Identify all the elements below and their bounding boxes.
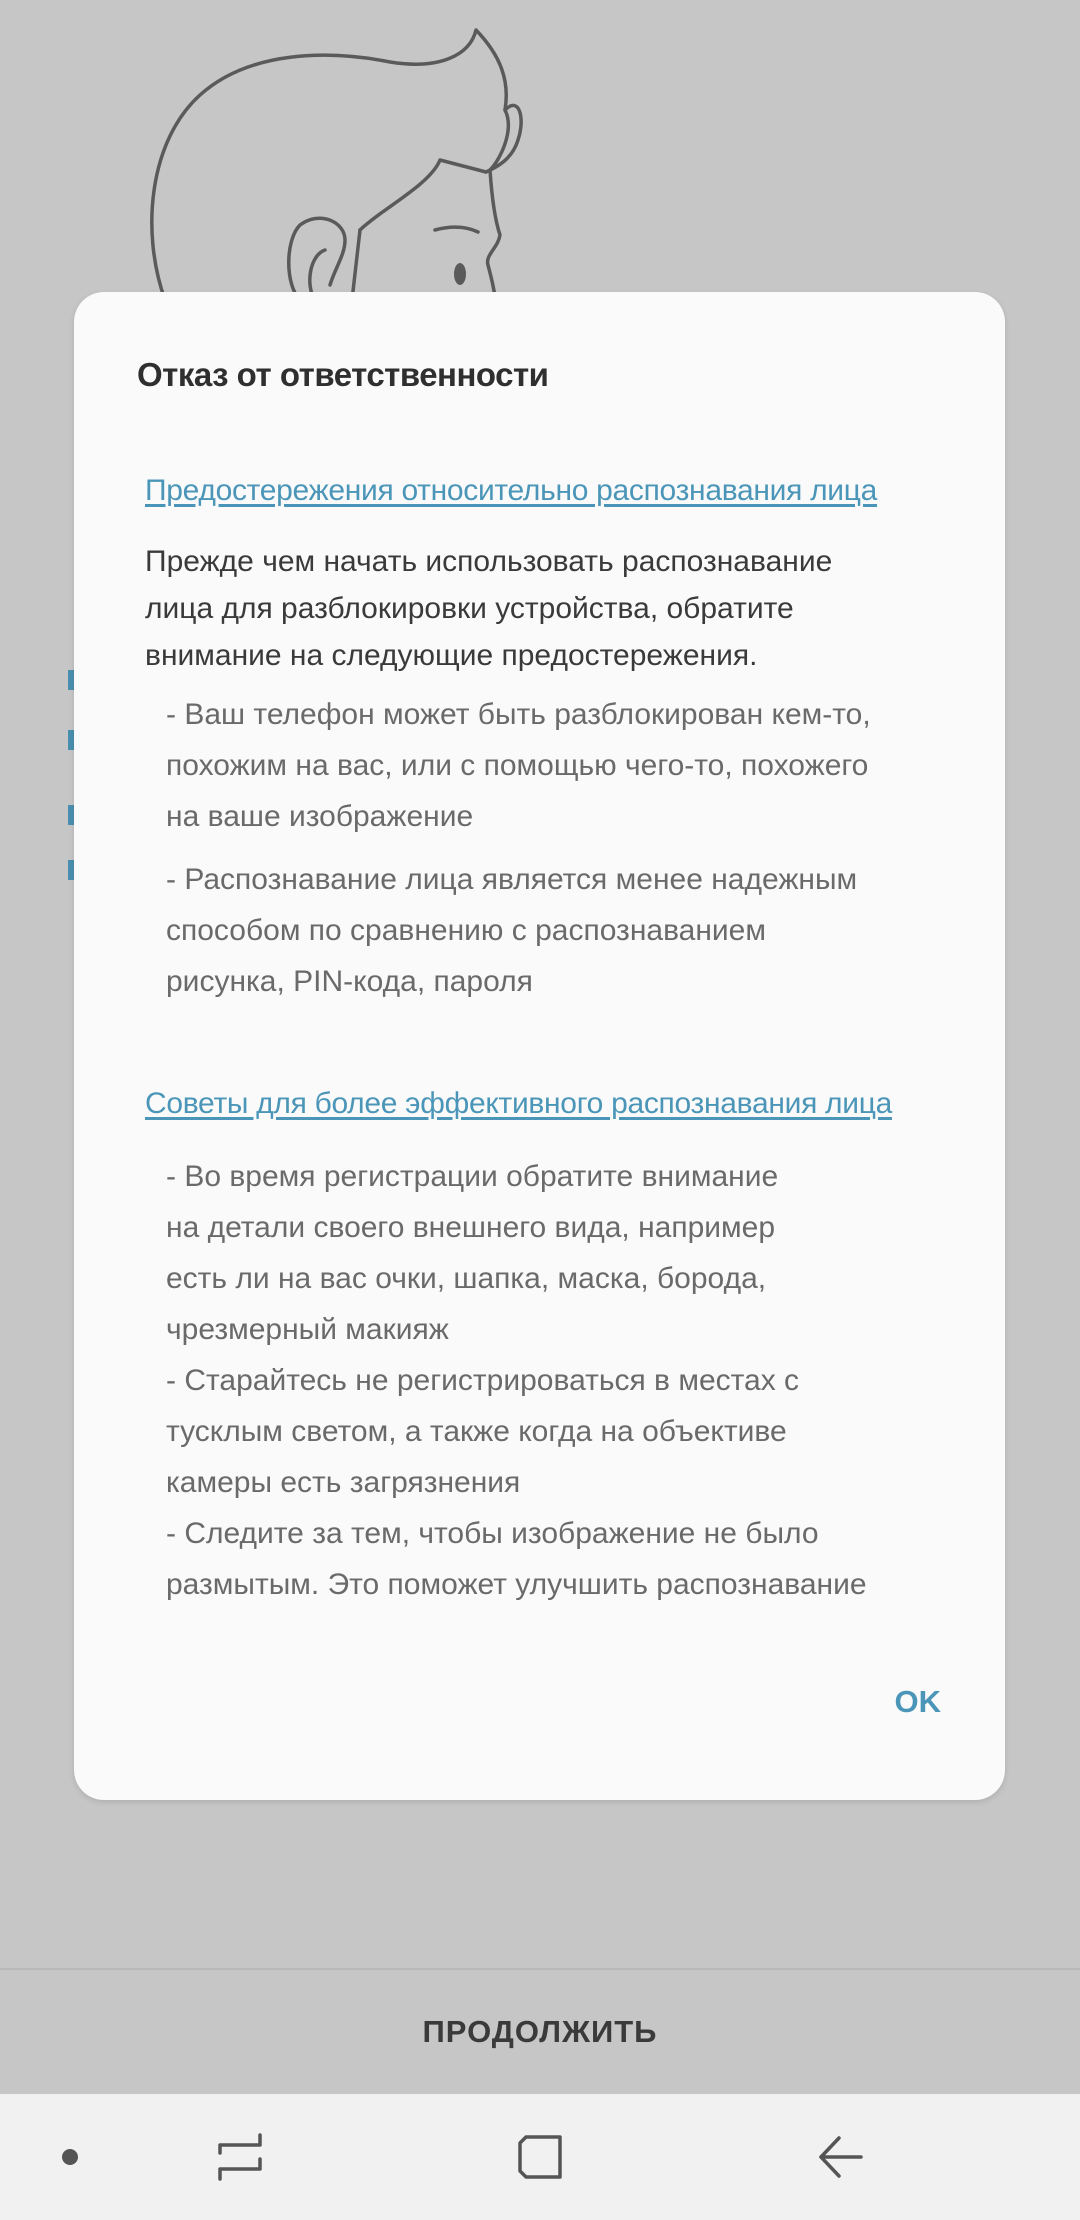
precaution-bullet xyxy=(166,689,966,842)
bullet-line: способом по сравнению с распознаванием xyxy=(166,914,766,947)
tip-line: на детали своего внешнего вида, например xyxy=(166,1211,776,1244)
dot-icon[interactable] xyxy=(30,2094,110,2220)
precautions-link[interactable]: Предостережения относительно распознавания лица xyxy=(145,474,878,507)
bullet-line: рисунка, PIN-кода, пароля xyxy=(166,965,533,998)
disclaimer-dialog xyxy=(74,292,1005,1800)
intro-line: лица для разблокировки устройства, обратите xyxy=(145,592,794,625)
tip-line: тусклым светом, а также когда на объективе xyxy=(166,1415,787,1448)
intro-line: Прежде чем начать использовать распознавание xyxy=(145,545,833,578)
tip-line: есть ли на вас очки, шапка, маска, борода, xyxy=(166,1262,767,1295)
bullet-line: - Распознавание лица является менее надежным xyxy=(166,863,858,896)
bullet-line: похожим на вас, или с помощью чего-то, похожего xyxy=(166,749,869,782)
tip-line: камеры есть загрязнения xyxy=(166,1466,521,1499)
tip-line: - Старайтесь не регистрироваться в местах с xyxy=(166,1364,800,1397)
intro-line: внимание на следующие предостережения. xyxy=(145,639,758,672)
continue-bar xyxy=(0,1968,1080,2094)
tip-line: размытым. Это поможет улучшить распознавание xyxy=(166,1568,867,1601)
face-illustration xyxy=(0,0,1080,300)
tips-link[interactable]: Советы для более эффективного распознавания лица xyxy=(145,1087,892,1120)
home-icon[interactable] xyxy=(490,2094,590,2220)
navigation-bar xyxy=(0,2094,1080,2220)
bullet-line: - Ваш телефон может быть разблокирован кем-то, xyxy=(166,698,871,731)
recent-apps-icon[interactable] xyxy=(190,2094,290,2220)
dialog-title: Отказ от ответственности xyxy=(137,356,549,393)
precaution-bullet xyxy=(166,854,966,1007)
intro-text xyxy=(145,538,945,679)
continue-button[interactable]: ПРОДОЛЖИТЬ xyxy=(422,2014,658,2049)
tip-line: - Во время регистрации обратите внимание xyxy=(166,1160,779,1193)
back-icon[interactable] xyxy=(790,2094,890,2220)
ok-button[interactable]: OK xyxy=(894,1684,941,1719)
tip-line: - Следите за тем, чтобы изображение не было xyxy=(166,1517,819,1550)
bullet-line: на ваше изображение xyxy=(166,800,474,833)
tip-line: чрезмерный макияж xyxy=(166,1313,449,1346)
tips-text xyxy=(166,1151,966,1610)
